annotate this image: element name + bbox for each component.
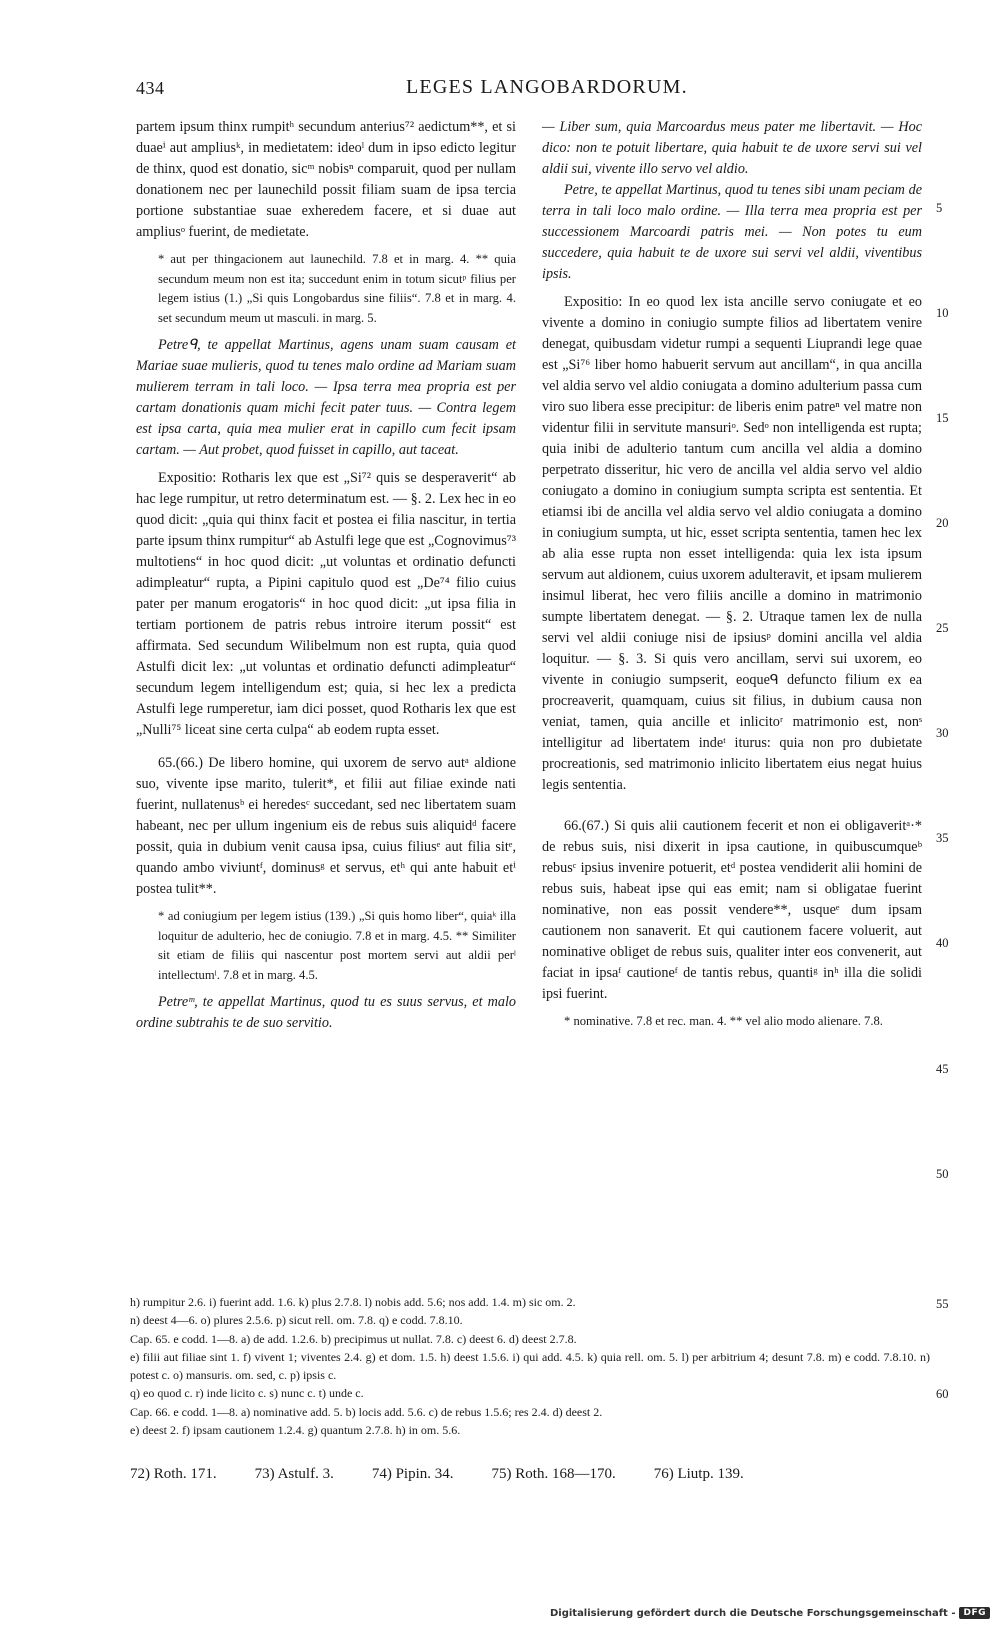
line-number: 15: [936, 411, 949, 425]
page-header: [0, 74, 1000, 108]
right-column: [542, 117, 922, 1032]
gloss-note: * ad coniugium per legem istius (139.) „Si quis homo liber“, quiaᵏ illa loquitur de adulterio, hec de coniugio. 7.8 et in marg. 4.5. ** Similiter sit etiam de filiis qui nascentur post mortem servi aut aldii perˡ intellectumˡ. 7.8 et in marg. 4.5.: [158, 909, 516, 982]
line-number: 25: [936, 621, 949, 635]
running-head: LEGES LANGOBARDORUM.: [406, 76, 688, 98]
line-number: 45: [936, 1062, 949, 1076]
source-reference: 72) Roth. 171.: [130, 1466, 217, 1482]
source-references: [130, 1466, 910, 1483]
expositio: Expositio: Rotharis lex que est „Si⁷² quis se desperaverit“ ab hac lege rumpitur, ut retro determinatum est. — §. 2. Lex hec in eo quod dicit: „quia qui thinx facit et postea ei filia nascitur, in tertia parte ipsum thinx rumpitur“ ab Astulfi lege que est „Cognovimus⁷³ multotiens“ in hoc quod dicit: „ut voluntas et ordinatio defuncti adimpleatur“ rupta, a Pipini capitulo quod est „De⁷⁴ filio cuius pater per manum erogatoris“ in hoc quod dicit: „ut ipsa filia in tertiam portionem de patris rebus introire iterum possit“ est affirmata. Sed secundum Wilibelmum non est rupta, quia quod Astulfi dicit lex: „ut voluntas et ordinatio defuncti adimpleatur“ secundum legem intelligendum est; quia, si hec lex a predicta Astulfi lege rumperetur, iam dici posset, quod Rotharis lex que est „Nulli⁷⁵ liceat sine certa culpa“ ab eodem rupta esset.: [136, 470, 516, 738]
line-number: 10: [936, 306, 949, 320]
footer-credit: [550, 1607, 990, 1619]
line-number: 35: [936, 831, 949, 845]
chapter-66: 66.(67.) Si quis alii cautionem fecerit et non ei obligaveritᵃ·* de rebus suis, nisi dixerit in ipsa cautione, in quibuscumqueᵇ rebusᶜ ipsius invenire potuerit, etᵈ postea vendiderit alii homini de rebus suis, habeat ipse qui eas emit; nam si obligatae fuerint nominative, non eas possit vendere**, usqueᵉ dum ipsam cautionem non sanaverit. Et qui cautionem facere voluerit, aut nominative obliget de rebus suis, qualiter inter eos convenerit, aut faciat in ipsaᶠ cautioneᶠ de tantis rebus, quantiᵍ inʰ illa die solidi ipsi fuerint.: [542, 818, 922, 1002]
apparatus-line: n) deest 4—6. o) plures 2.5.6. p) sicut rell. om. 7.8. q) e codd. 7.8.10.: [130, 1313, 463, 1328]
line-number: 55: [936, 1297, 949, 1311]
apparatus-line: e) deest 2. f) ipsam cautionem 1.2.4. g) quantum 2.7.8. h) in om. 5.6.: [130, 1423, 461, 1438]
line-number: 40: [936, 936, 949, 950]
gloss-note: * nominative. 7.8 et rec. man. 4. ** vel alio modo alienare. 7.8.: [564, 1014, 883, 1028]
apparatus-line: h) rumpitur 2.6. i) fuerint add. 1.6. k) plus 2.7.8. l) nobis add. 5.6; nos add. 1.4. m) sic om. 2.: [130, 1295, 576, 1309]
credit-text: Digitalisierung gefördert durch die Deutsche Forschungsgemeinschaft -: [549, 1607, 956, 1619]
apparatus-line: Cap. 65. e codd. 1—8. a) de add. 1.2.6. b) precipimus ut nullat. 7.8. c) deest 6. d) deest 2.7.8.: [130, 1331, 577, 1346]
line-number: 50: [936, 1167, 949, 1181]
formula-petre: Petre, te appellat Martinus, quod tu tenes sibi unam peciam de terra in tali loco malo ordine. — Illa terra mea propria est per successionem Marcoardi patris mei. — Non potes tu eum succedere, quia habuit te de uxore sui servi vel aldii, viventibus ipsis.: [542, 182, 922, 282]
line-number: 30: [936, 726, 949, 740]
gloss-note: * aut per thingacionem aut launechild. 7.8 et in marg. 4. ** quia secundum meum non est ita; succedunt enim in totum sicutᵖ filius per legem istius (1.) „Si quis Longobardus sine filiis“. 7.8 et in marg. 4. set secundum meum ut masculi. in marg. 5.: [158, 252, 516, 325]
apparatus-line: q) eo quod c. r) inde licito c. s) nunc c. t) unde c.: [130, 1386, 364, 1401]
page-number: 434: [136, 78, 165, 98]
apparatus-line: Cap. 66. e codd. 1—8. a) nominative add. 5. b) locis add. 5.6. c) de rebus 1.5.6; res 2.4. d) deest 2.: [130, 1404, 603, 1419]
formula-continuation: — Liber sum, quia Marcoardus meus pater me libertavit. — Hoc dico: non te potuit libertare, quia habuit te de uxore servi sui vel aldii sui, vivente illo servo vel aldio.: [542, 119, 922, 177]
left-column: [136, 117, 516, 1034]
source-reference: 73) Astulf. 3.: [254, 1466, 334, 1482]
line-number: 60: [936, 1387, 949, 1401]
line-number: 5: [936, 201, 943, 215]
critical-apparatus: [130, 1293, 930, 1439]
source-reference: 76) Liutp. 139.: [653, 1466, 744, 1482]
line-number: 20: [936, 516, 949, 530]
formula-petre: Petreᵐ, te appellat Martinus, quod tu es suus servus, et malo ordine subtrahis te de suo servitio.: [136, 994, 516, 1031]
expositio: Expositio: In eo quod lex ista ancille servo coniugate et eo vivente a domino in coniugio sumpte filios ad libertatem venire denegat, quibusdam videtur rumpi a sequenti Liuprandi lege quae est „Si⁷⁶ liber homo habuerit servum aut ancillam“, in qua ancilla vel aldia servo vel aldio coniugata a domino adulterium passa cum viro suo libera esse precipitur: de liberis enim patreⁿ vel matre non videntur filii in servitute mansuriᵒ. Sedᵒ non intelligenda est rupta; quia inibi de adulterio tantum cum ancilla vel aldia a domino perpetrato disseritur, hic vero de ancilla vel aldia servo vel aldio coniugato a domino in coniugium sumpta scripta est sententia. Et etiamsi ibi de ancilla vel aldia servo vel aldio coniugata a domino in coniugium sumpta, ut hic, esset scripta sententia, tamen hec lex ab alia esse rupta non esset intelligenda: quia lex ista ipsum servum aut aldionem, cuius uxorem adulteravit, et ipsam mulierem insimul liberat, hec vero filiis ancille a domino in matrimonio sumpte libertatem denegat. — §. 2. Utraque tamen lex de nulla servi vel aldii coniuge nisi de ipsiusᵖ domini ancilla vel aldia loquitur. — §. 3. Si quis vero ancillam, servi sui uxorem, eo vivente in coniugio sumpserit, eoqueᑫ defuncto filium ex ea procreaverit, quamquam, cuius sit filius, in dubium causa non veniat, tamen, quia ancille et inlicitoʳ matrimonio est, nonˢ intelligitur ad libertatem indeᵗ iturus: quia non pro dubietate procreationis, sed matrimonio inlicito libertatem eius negat huius legis sententia.: [542, 294, 922, 793]
source-reference: 74) Pipin. 34.: [371, 1466, 454, 1482]
paragraph-continuation: partem ipsum thinx rumpitʰ secundum anterius⁷² aedictum**, et si duaeⁱ aut ampliusᵏ, in medietatem: ideoˡ dum in ipso edicto legitur de thinx, quod est donatio, sicᵐ nobisⁿ comparuit, quod per nullam donationem nec per launechild possit filiam suam de ipsa tercia portione substantiae suae exheredem facere, et si duae aut ampliusᵒ fuerint, de medietate.: [136, 119, 516, 240]
source-reference: 75) Roth. 168—170.: [491, 1466, 616, 1482]
formula-petre: Petreᑫ, te appellat Martinus, agens unam suam causam et Mariae suae mulieris, quod tu tenes malo ordine ad Mariam suam mulierem terram in tali loco. — Ipsa terra mea propria est per cartam donationis quam michi fecit pater tuus. — Contra legem est ipsa carta, quia mea mulier erat in capillo cum fecit ipsam cartam. — Aut probet, quod fuisset in capillo, aut taceat.: [136, 337, 516, 458]
apparatus-line: e) filii aut filiae sint 1. f) vivent 1; viventes 2.4. g) et dom. 1.5. h) deest 1.5.6. i) qui add. 4.5. k) quia rell. om. 5. l) per arbitrium 4; desunt 7.8. m) e codd. 7.8.10. n) potest c. o) mansuris. om. sed, c. p) ipsis c.: [130, 1349, 930, 1383]
dfg-logo: DFG: [959, 1607, 990, 1619]
chapter-65: 65.(66.) De libero homine, qui uxorem de servo autᵃ aldione suo, vivente ipse marito, tulerit*, et filii aut filiae exinde nati fuerint, nullatenusᵇ ei heredesᶜ succedant, sed nec libertatem suam habeant, nec per ullum ingenium eis de rebus suis aliquidᵈ facere possit, quia in dubium venit causa ipsa, cuius filiusᵉ aut filia sitᵉ, quando ambo viviuntᶠ, dominusᵍ et servus, etʰ qui ante habuit etⁱ postea tulit**.: [136, 755, 516, 897]
